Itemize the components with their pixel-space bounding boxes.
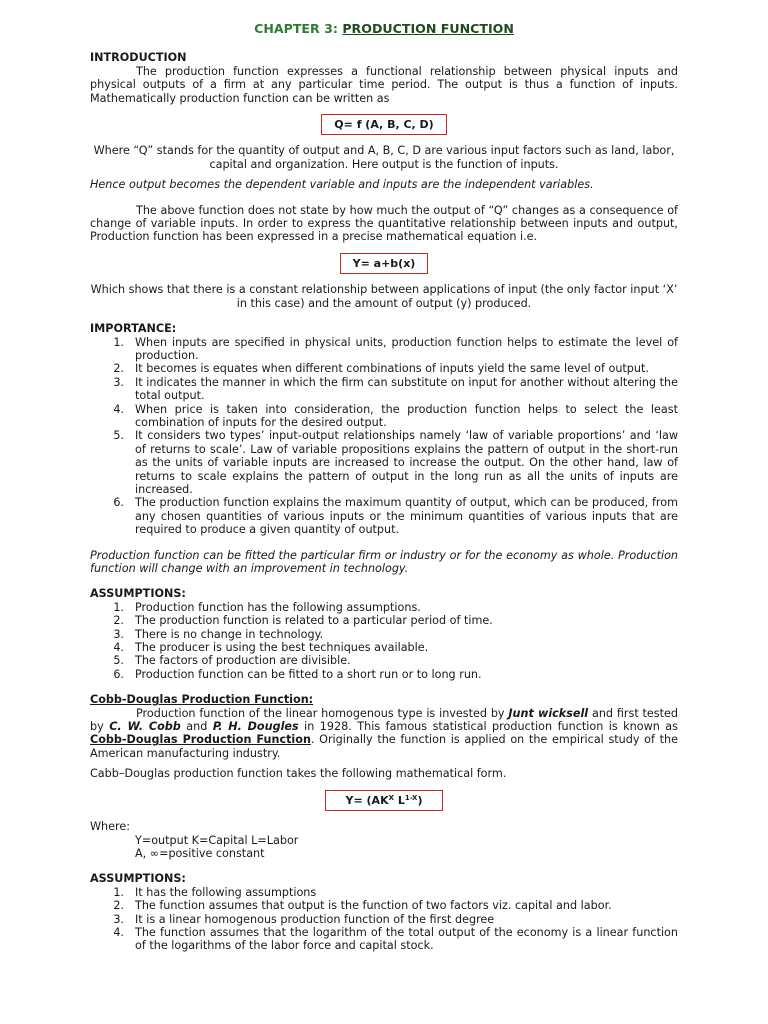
introduction-heading: INTRODUCTION bbox=[90, 51, 187, 65]
importance-heading: IMPORTANCE: bbox=[90, 322, 177, 336]
cobb-douglas-paragraph-2: Cabb–Douglas production function takes the following mathematical form. bbox=[90, 767, 507, 781]
importance-note: Production function can be fitted the particular firm or industry or for the economy as whole. Production function will change with an improvement in technology. bbox=[90, 548, 678, 575]
list-item: 2. The production function is related to a particular period of time. bbox=[113, 614, 493, 628]
where-label: Where: bbox=[90, 820, 131, 834]
author-dougles: P. H. Dougles bbox=[212, 720, 299, 734]
formula-2-wrap bbox=[90, 253, 678, 274]
author-cobb: C. W. Cobb bbox=[109, 720, 181, 734]
list-item: 1. Production function has the following assumptions. bbox=[113, 600, 421, 614]
list-item: 4. The producer is using the best techniques available. bbox=[113, 641, 429, 655]
list-item: 3. It is a linear homogenous production function of the first degree bbox=[113, 912, 495, 926]
formula-3-wrap bbox=[90, 790, 678, 811]
importance-list bbox=[90, 336, 678, 537]
formula-linear: Y= a+b(x) bbox=[340, 253, 429, 274]
where-definition-2: A, ∞=positive constant bbox=[135, 846, 265, 860]
where-definition-1: Y=output K=Capital L=Labor bbox=[135, 833, 299, 847]
intro-paragraph-2: Where “Q” stands for the quantity of output and A, B, C, D are various input factors such as land, labor, capital and organization. Here output is the function of inputs. bbox=[93, 144, 675, 171]
formula-q-function: Q= f (A, B, C, D) bbox=[321, 114, 446, 135]
list-item: 5. The factors of production are divisible. bbox=[113, 654, 351, 668]
formula-cobb-douglas: $Y= (AK^X$ $L^{1-X}$) bbox=[325, 790, 444, 811]
list-item: 1. It has the following assumptions bbox=[113, 885, 317, 899]
chapter-topic: PRODUCTION FUNCTION bbox=[342, 21, 514, 36]
list-item: 4. The function assumes that the logarithm of the total output of the economy is a linear function of the logarithms of the labor force and capital stock. bbox=[113, 925, 678, 953]
list-item: 4. When price is taken into consideration, the production function helps to select the least combination of inputs for the desired output. bbox=[113, 402, 678, 429]
assumptions-list-2 bbox=[90, 886, 678, 953]
formula-1-wrap bbox=[90, 114, 678, 135]
document-page bbox=[90, 22, 678, 953]
list-item: 2. The function assumes that output is the function of two factors viz. capital and labor. bbox=[113, 899, 612, 913]
assumptions-list-1 bbox=[90, 601, 678, 681]
cobb-douglas-term: Cobb-Douglas Production Function bbox=[90, 733, 311, 747]
list-item: 3. There is no change in technology. bbox=[113, 627, 324, 641]
list-item: 3. It indicates the manner in which the firm can substitute on input for another without altering the total output. bbox=[113, 375, 678, 403]
assumptions-heading-1: ASSUMPTIONS: bbox=[90, 587, 186, 601]
cobb-douglas-paragraph-1: Production function of the linear homogenous type is invested by Junt wicksell and first tested by C. W. Cobb and P. H. Dougles in 1928. This famous statistical production function is known as Cobb-Douglas Production Function. Originally the function is applied on the empirical study of the American manufacturing industry. bbox=[90, 706, 679, 760]
cobb-douglas-heading: Cobb-Douglas Production Function: bbox=[90, 693, 314, 707]
chapter-number: CHAPTER 3: bbox=[254, 21, 338, 36]
intro-paragraph-1: The production function expresses a functional relationship between physical inputs and physical outputs of a firm at any particular time period. The output is thus a function of inputs. Mathematically production function can be written as bbox=[90, 64, 678, 105]
assumptions-heading-2: ASSUMPTIONS: bbox=[90, 872, 186, 886]
list-item: 6. The production function explains the maximum quantity of output, which can be produced, from any chosen quantities of various inputs or the minimum quantities of various inputs that are required to produce a given quantity of output. bbox=[113, 496, 678, 537]
chapter-title bbox=[90, 22, 678, 35]
list-item: 6. Production function can be fitted to a short run or to long run. bbox=[113, 667, 482, 681]
list-item: 2. It becomes is equates when different combinations of inputs yield the same level of output. bbox=[113, 362, 649, 376]
list-item: 1. When inputs are specified in physical units, production function helps to estimate the level of production. bbox=[113, 335, 678, 362]
list-item: 5. It considers two types’ input-output relationships namely ‘law of variable proportions’ and ‘law of returns to scale’. Law of variable propositions explains the pattern of output in the short-run as the units of variable inputs are increased to increase the output. On the other hand, law of returns to scale explains the pattern of output in the long run as all the units of inputs are increased. bbox=[113, 429, 678, 496]
intro-paragraph-5: Which shows that there is a constant relationship between applications of input (the only factor input ‘X’ in this case) and the amount of output (y) produced. bbox=[90, 283, 678, 310]
intro-paragraph-3: Hence output becomes the dependent variable and inputs are the independent variables. bbox=[90, 178, 594, 192]
author-wicksell: Junt wicksell bbox=[508, 706, 589, 720]
intro-paragraph-4: The above function does not state by how much the output of “Q” changes as a consequence of change of variable inputs. In order to express the quantitative relationship between inputs and output, Production function has been expressed in a precise mathematical equation i.e. bbox=[90, 203, 678, 244]
